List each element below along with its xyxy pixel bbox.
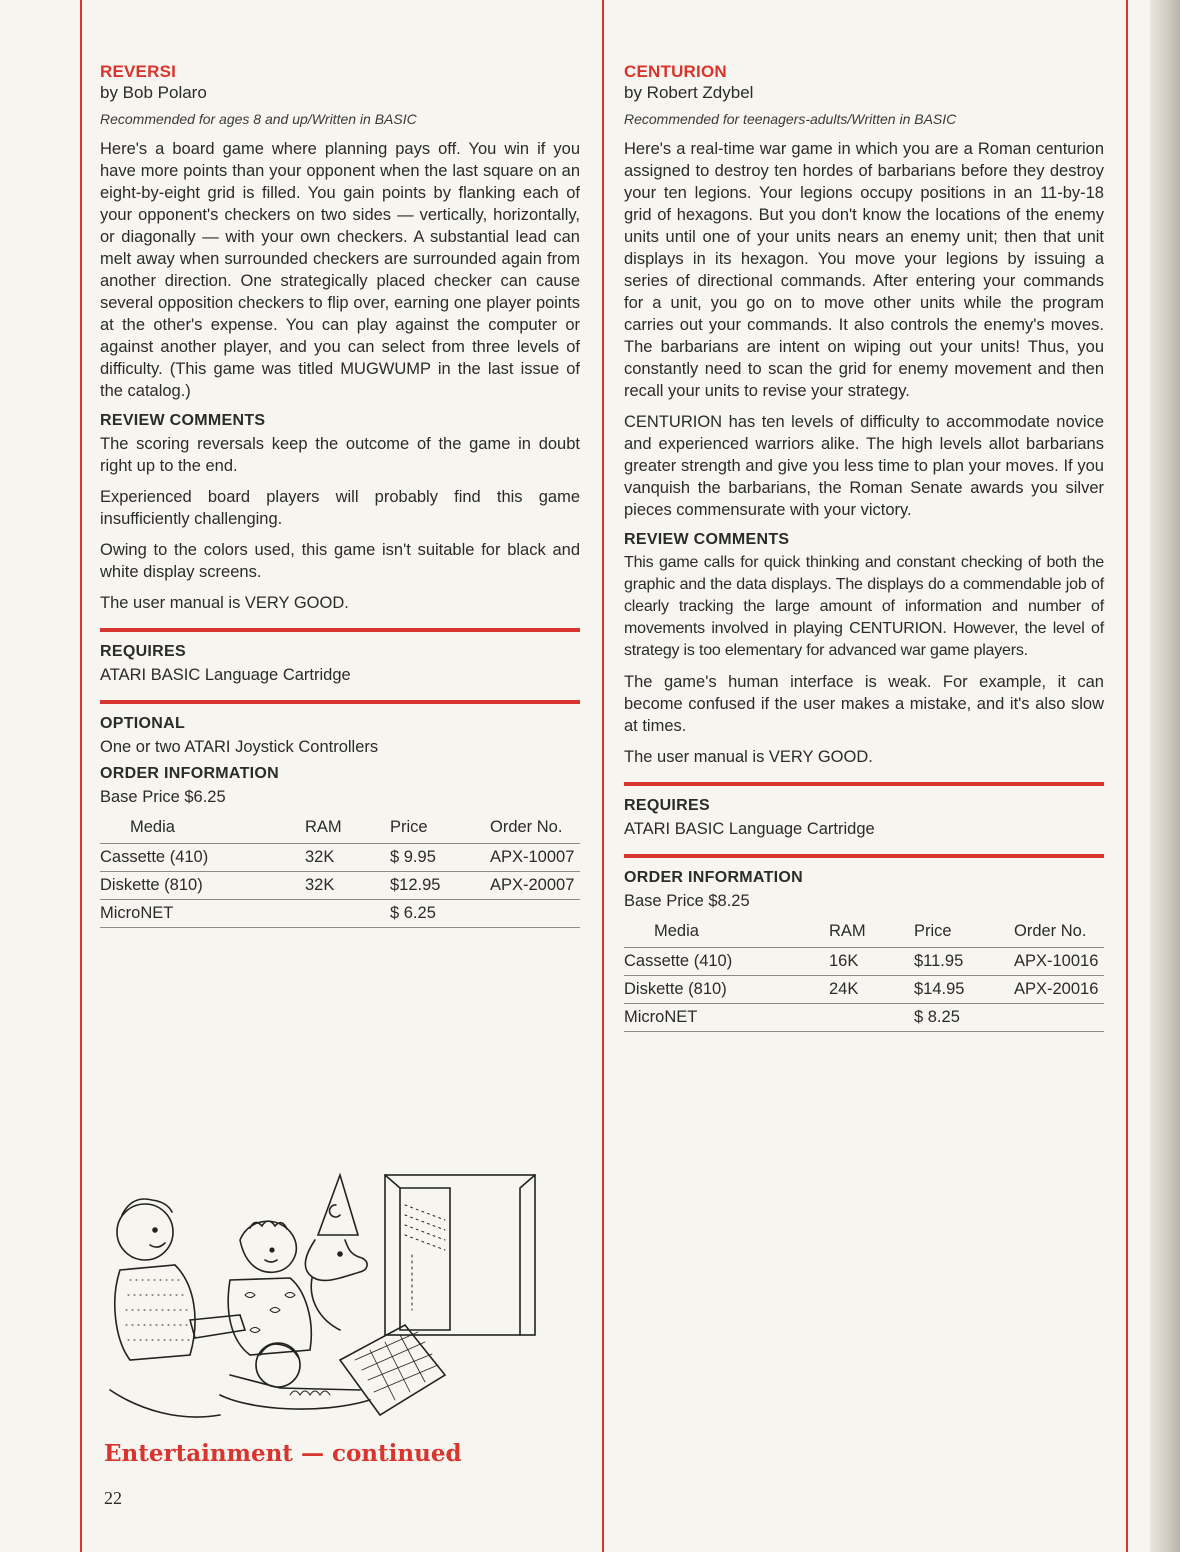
table-header-row [624,918,1104,948]
ram-cell [305,900,390,928]
media-cell: Diskette (810) [100,872,305,900]
centurion-review-2: The game's human interface is weak. For example, it can become confused if the user makes a mistake, and it's also slow at times. [624,673,1104,735]
order-cell: APX-20016 [1014,976,1104,1004]
reversi-optional: One or two ATARI Joystick Controllers [100,738,379,756]
table-row [100,872,580,900]
order-cell: APX-20007 [490,872,580,900]
order-cell: APX-10016 [1014,948,1104,976]
table-header: RAM [829,922,866,940]
ram-cell: 32K [305,872,390,900]
centurion-review-heading: REVIEW COMMENTS [624,531,790,548]
price-cell: $12.95 [390,872,490,900]
ram-cell [829,1004,914,1032]
centurion-author: by Robert Zdybel [624,83,754,102]
centurion-article [624,62,1104,1032]
right-margin-rule [1126,0,1128,1552]
reversi-review-2: Experienced board players will probably find this game insufficiently challenging. [100,488,580,528]
price-cell: $ 9.95 [390,844,490,872]
table-header: Order No. [1014,922,1087,940]
media-cell: Cassette (410) [624,948,829,976]
table-header: Media [654,922,699,940]
centurion-base-price: Base Price $8.25 [624,892,750,910]
table-header: Media [130,818,175,836]
reversi-review-heading: REVIEW COMMENTS [100,412,266,429]
reversi-description: Here's a board game where planning pays off. You win if you have more points than your opponent when the last square on an eight-by-eight grid is filled. You gain points by flanking each of your opponent's checkers on two sides — vertically, horizontally, or diagonally — with your own checkers. A substantial lead can melt away when surrounded checkers are surrounded again from another direction. One strategically placed checker can cause several opposition checkers to flip over, earning one player points at the other's expense. You can play against the computer or against another player, and you can select from three levels of difficulty. (This game was titled MUGWUMP in the last issue of the catalog.) [100,140,580,400]
reversi-order-heading: ORDER INFORMATION [100,765,280,782]
left-margin-rule [80,0,82,1552]
table-header-row [100,814,580,844]
price-cell: $ 8.25 [914,1004,1014,1032]
table-row [624,948,1104,976]
ram-cell: 16K [829,948,914,976]
table-header: RAM [305,818,342,836]
centurion-order-table [624,918,1104,1032]
media-cell: Diskette (810) [624,976,829,1004]
table-row [100,844,580,872]
section-footer-title: Entertainment — continued [104,1440,462,1467]
price-cell: $ 6.25 [390,900,490,928]
table-header: Price [914,922,952,940]
reversi-author: by Bob Polaro [100,83,207,102]
centurion-requires-heading: REQUIRES [624,797,710,814]
table-header: Order No. [490,818,563,836]
reversi-requires: ATARI BASIC Language Cartridge [100,666,351,684]
order-cell: APX-10007 [490,844,580,872]
centurion-title: CENTURION [624,62,727,81]
reversi-review-4: The user manual is VERY GOOD. [100,594,349,612]
order-cell [490,900,580,928]
reversi-title: REVERSI [100,62,177,81]
centurion-review-3: The user manual is VERY GOOD. [624,748,873,766]
reversi-order-table [100,814,580,928]
reversi-recommendation: Recommended for ages 8 and up/Written in BASIC [100,111,417,127]
table-header: Price [390,818,428,836]
centurion-requires: ATARI BASIC Language Cartridge [624,820,875,838]
table-row [624,976,1104,1004]
page-number: 22 [104,1488,122,1508]
order-cell [1014,1004,1104,1032]
page-edge-shadow [1150,0,1180,1552]
kids-with-dog-at-computer-drawing [100,1160,550,1430]
table-row [100,900,580,928]
media-cell: Cassette (410) [100,844,305,872]
media-cell: MicroNET [624,1004,829,1032]
section-divider [624,854,1104,858]
section-divider [624,782,1104,786]
reversi-review-1: The scoring reversals keep the outcome of the game in doubt right up to the end. [100,435,580,475]
centurion-description-1: Here's a real-time war game in which you are a Roman centurion assigned to destroy ten hordes of barbarians before they destroy your ten legions. Your legions occupy positions in an 11-by-18 grid of hexagons. But you don't know the locations of the enemy units until one of your units nears an enemy unit; then that unit displays in its hexagon. You move your legions by issuing a series of directional commands. After entering your commands for a unit, you go on to move other units while the program carries out your commands. It also controls the enemy's moves. The barbarians are intent on wiping out your units! Thus, you constantly need to scan the grid for enemy movement and then recall your units to revise your strategy. [624,140,1104,400]
reversi-requires-heading: REQUIRES [100,643,186,660]
centurion-order-heading: ORDER INFORMATION [624,869,804,886]
price-cell: $11.95 [914,948,1014,976]
ram-cell: 32K [305,844,390,872]
section-divider [100,628,580,632]
center-column-rule [602,0,604,1552]
reversi-base-price: Base Price $6.25 [100,788,226,806]
section-divider [100,700,580,704]
reversi-article [100,62,580,928]
media-cell: MicroNET [100,900,305,928]
price-cell: $14.95 [914,976,1014,1004]
ram-cell: 24K [829,976,914,1004]
table-row [624,1004,1104,1032]
reversi-review-3: Owing to the colors used, this game isn't suitable for black and white display screens. [100,541,580,581]
centurion-recommendation: Recommended for teenagers-adults/Written in BASIC [624,111,957,127]
reversi-optional-heading: OPTIONAL [100,715,186,732]
centurion-description-2: CENTURION has ten levels of difficulty to accommodate novice and experienced warriors alike. The high levels allot barbarians greater strength and give you less time to plan your moves. If you vanquish the barbarians, the Roman Senate awards you silver pieces commensurate with your victory. [624,413,1104,519]
centurion-review-1: This game calls for quick thinking and constant checking of both the graphic and the data displays. The displays do a commendable job of clearly tracking the large amount of information and number of movements involved in playing CENTURION. However, the level of strategy is too elementary for advanced war game players. [624,554,1104,659]
